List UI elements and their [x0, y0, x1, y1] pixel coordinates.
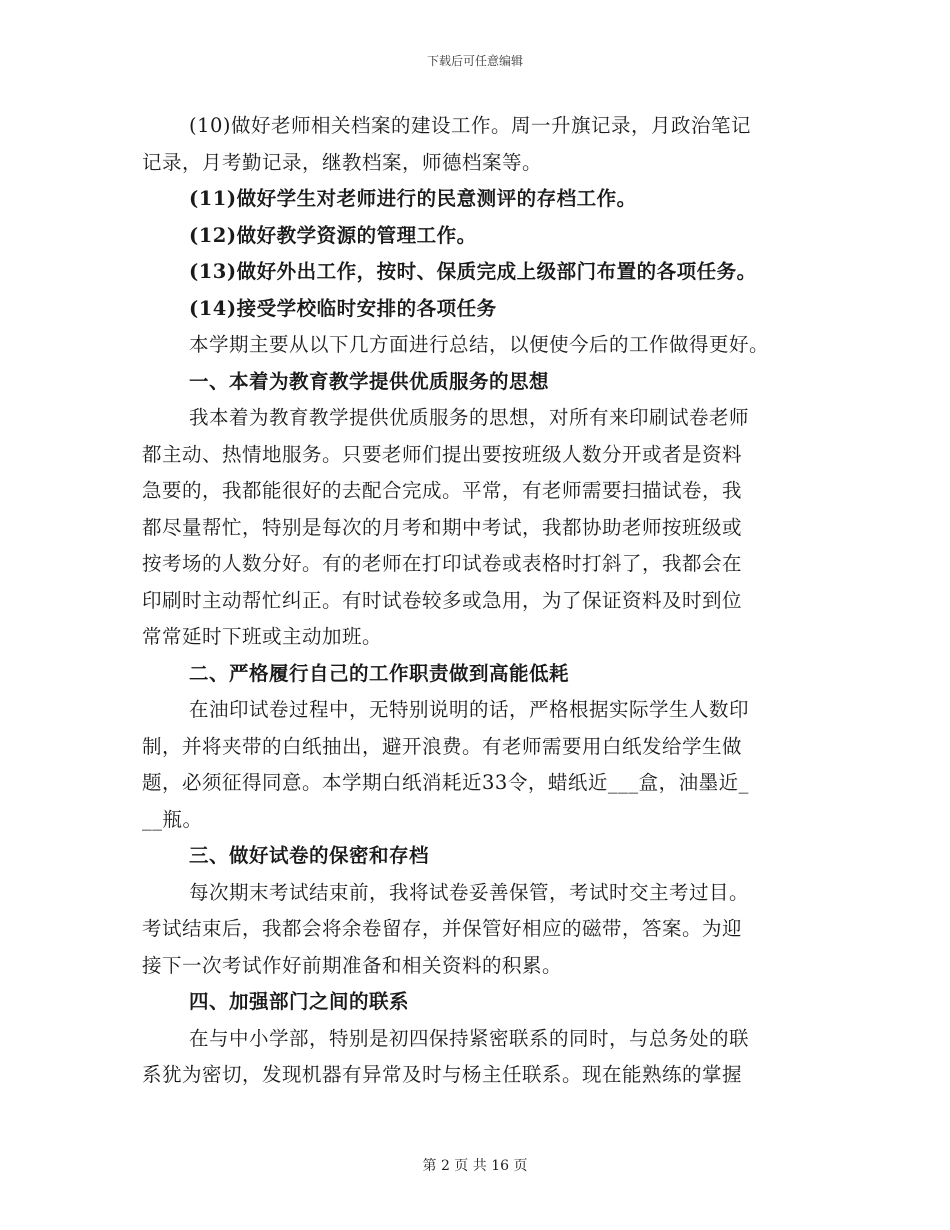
text-line: 印刷时主动帮忙纠正。有时试卷较多或急用，为了保证资料及时到位	[142, 588, 743, 612]
heading-line: (12)做好教学资源的管理工作。	[189, 223, 477, 247]
heading-line: (11)做好学生对老师进行的民意测评的存档工作。	[189, 187, 637, 210]
heading-line: 一、本着为教育教学提供优质服务的思想	[189, 369, 550, 393]
text-line: 本学期主要从以下几方面进行总结，以便使今后的工作做得更好。	[189, 333, 770, 356]
text-line: 记录，月考勤记录，继教档案，师德档案等。	[142, 150, 543, 174]
text-line: 按考场的人数分好。有的老师在打印试卷或表格时打斜了，我都会在	[142, 552, 743, 575]
text-line: __瓶。	[142, 807, 203, 831]
text-line: 系犹为密切，发现机器有异常及时与杨主任联系。现在能熟练的掌握	[142, 1063, 743, 1086]
text-line: 在油印试卷过程中，无特别说明的话，严格根据实际学生人数印	[189, 698, 750, 721]
page-footer: 第 2 页 共 16 页	[422, 1158, 528, 1174]
text-line: 接下一次考试作好前期准备和相关资料的积累。	[142, 953, 563, 977]
text-line: 在与中小学部，特别是初四保持紧密联系的同时，与总务处的联	[189, 1026, 750, 1050]
text-line: 题，必须征得同意。本学期白纸消耗近33令，蜡纸近___盒，油墨近_	[142, 771, 749, 794]
heading-line: 二、严格履行自己的工作职责做到高能低耗	[189, 661, 570, 685]
text-line: 制，并将夹带的白纸抽出，避开浪费。有老师需要用白纸发给学生做	[142, 734, 743, 758]
heading-line: (14)接受学校临时安排的各项任务	[189, 296, 497, 320]
text-line: (10)做好老师相关档案的建设工作。周一升旗记录，月政治笔记	[189, 114, 752, 137]
text-line: 考试结束后，我都会将余卷留存，并保管好相应的磁带，答案。为迎	[142, 917, 743, 940]
page-header: 下载后可任意编辑	[426, 54, 523, 68]
text-line: 我本着为教育教学提供优质服务的思想，对所有来印刷试卷老师	[189, 406, 750, 429]
text-line: 都主动、热情地服务。只要老师们提出要按班级人数分开或者是资料	[142, 442, 743, 466]
heading-line: (13)做好外出工作，按时、保质完成上级部门布置的各项任务。	[189, 260, 757, 283]
text-line: 都尽量帮忙，特别是每次的月考和期中考试，我都协助老师按班级或	[142, 515, 743, 539]
text-line: 常常延时下班或主动加班。	[142, 625, 383, 648]
text-line: 急要的，我都能很好的去配合完成。平常，有老师需要扫描试卷，我	[142, 479, 743, 502]
text-line: 每次期末考试结束前，我将试卷妥善保管，考试时交主考过目。	[189, 880, 750, 904]
document-body	[142, 108, 822, 1094]
heading-line: 四、加强部门之间的联系	[189, 990, 410, 1013]
heading-line: 三、做好试卷的保密和存档	[189, 844, 430, 867]
